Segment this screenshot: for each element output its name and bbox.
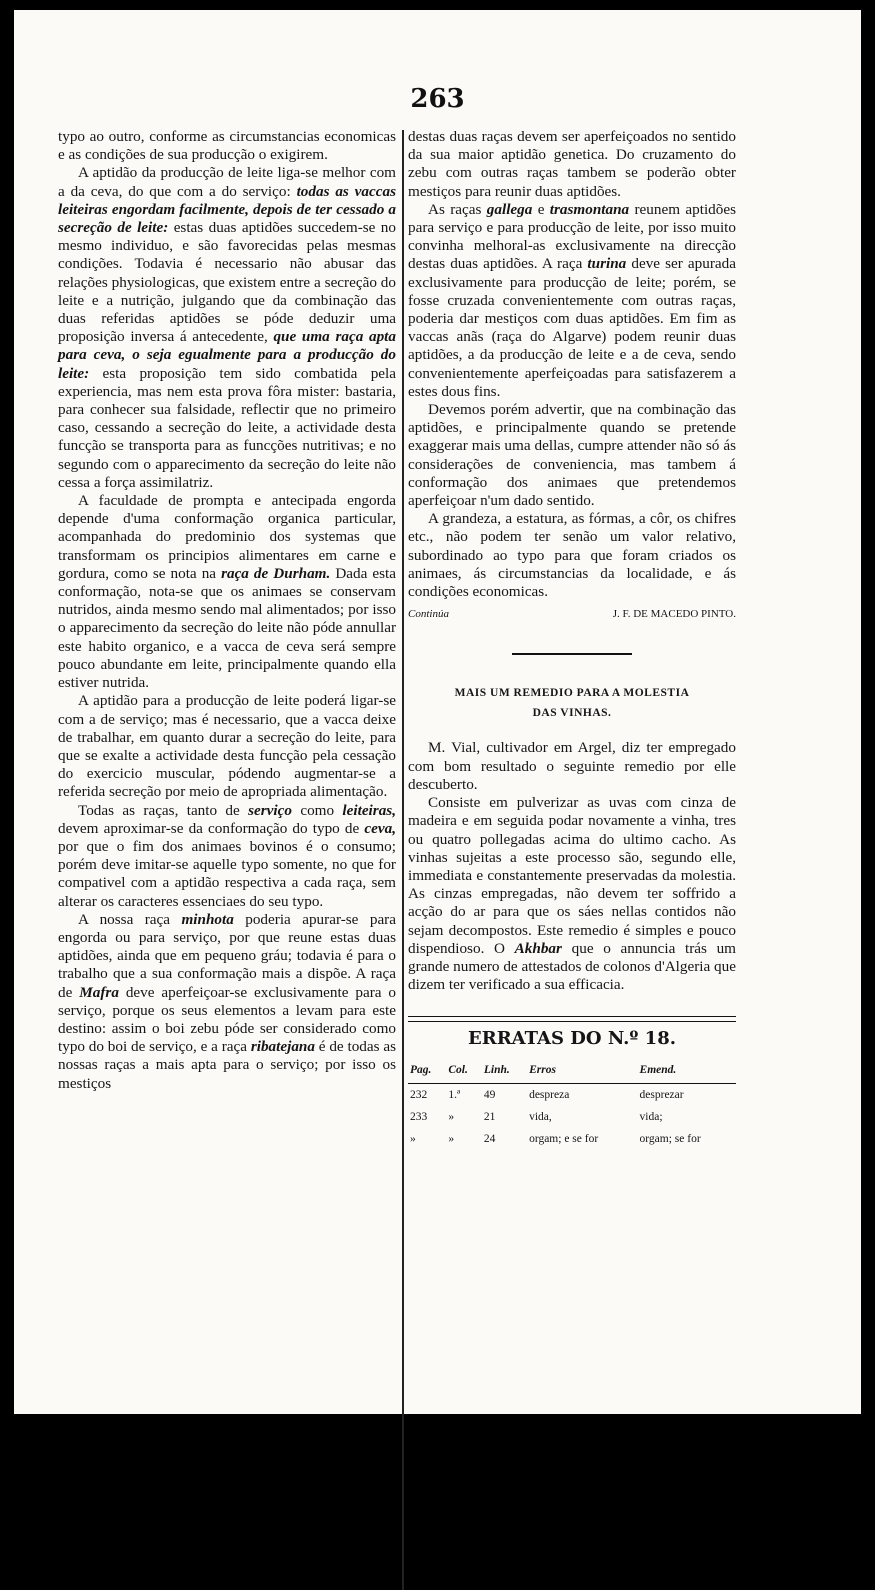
table-row: 233 » 21 vida, vida; bbox=[410, 1110, 663, 1123]
section-rule bbox=[512, 653, 632, 655]
erratas-header-row bbox=[408, 1059, 736, 1084]
erratas-title: ERRATAS DO N.º 18. bbox=[468, 1028, 676, 1050]
continua-label: Continúa bbox=[408, 608, 449, 621]
erratas-rule bbox=[408, 1016, 736, 1022]
left-paragraph-3: A faculdade de prompta e antecipada engorda depende d'uma conformação organica particular, acompanhada do predominio dos systemas que transformam os principios alimentares em carne e gordura, como se nota na raça de Durham. Dada esta conformação, nota-se que os animaes se conservam nutridos, ainda mesmo sendo mal alimentados; por isso o apparecimento da secreção do leite não póde annullar este habito organico, e a vacca de ceva será sempre pouco abundante em leite, principalmente quando ella estiver nutrida. bbox=[58, 492, 396, 692]
left-paragraph-1: typo ao outro, conforme as circumstancias economicas e as condições de sua producção o exigirem. bbox=[58, 128, 396, 164]
right-paragraph-6: Consiste em pulverizar as uvas com cinza de madeira e em seguida podar novamente a vinha, tres ou quatro pollegadas acima do ultimo cacho. As vinhas sujeitas a este processo são, segundo elle, immediata e constantemente preservadas da molestia. As cinzas empregadas, não devem ter soffrido a acção do ar para que os sáes nellas contidos não sejam decompostos. Este remedio é simples e pouco dispendioso. O Akhbar que o annuncia trás um grande numero de attestados de colonos d'Algeria que dizem ter verificado a sua efficacia. bbox=[408, 794, 736, 994]
left-column bbox=[58, 128, 396, 1093]
right-column bbox=[408, 128, 736, 1150]
left-paragraph-4: A aptidão para a producção de leite poderá ligar-se com a de serviço; mas é necessario, que a vacca deixe de trabalhar, em quanto durar a secreção do leite, para que se exalte a actividade desta funcção pela cessação do exercicio muscular, pódendo augmentar-se a referida secreção por meio de apropriada alimentação. bbox=[58, 692, 396, 801]
column-divider bbox=[402, 130, 404, 1590]
col-erros: Erros bbox=[527, 1059, 637, 1084]
table-row: 232 1.ª 49 despreza desprezar bbox=[410, 1088, 684, 1101]
col-emend: Emend. bbox=[638, 1059, 736, 1084]
right-paragraph-3: Devemos porém advertir, que na combinação das aptidões, e principalmente quando se pretende exaggerar mais uma dellas, cumpre attender não só ás considerações de conveniencia, mas tambem á conformação dos animaes que pretendemos aperfeiçoar n'um dado sentido. bbox=[408, 401, 736, 510]
col-linh: Linh. bbox=[482, 1059, 527, 1084]
col-pag: Pag. bbox=[408, 1059, 446, 1084]
right-paragraph-4: A grandeza, a estatura, as fórmas, a côr, os chifres etc., não podem ter senão um valor relativo, subordinado ao typo para que foram criados os animaes, ás circumstancias da localidade, e ás condições economicas. bbox=[408, 510, 736, 601]
left-paragraph-6: A nossa raça minhota poderia apurar-se para engorda ou para serviço, por que reune estas duas aptidões, ainda que em pequeno gráu; todavia é para o trabalho que a sua conformação mais a dispõe. A raça de Mafra deve aperfeiçoar-se exclusivamente para o serviço, porque os seus elementos a levam para este destino: assim o boi zebu póde ser considerado como typo do boi de serviço, e a raça ribatejana é de todas as nossas raças a mais apta para o serviço; por isso os mestiços bbox=[58, 910, 396, 1092]
page-number: 263 bbox=[410, 84, 465, 114]
col-col: Col. bbox=[446, 1059, 482, 1084]
right-paragraph-2: As raças gallega e trasmontana reunem aptidões para serviço e para producção de leite, por isso muito convinha melhoral-as exclusivamente na direcção destas duas aptidões. A raça turina deve ser apurada exclusivamente para producção de leite; porém, se fosse cruzada convenientemente com outras raças, poderia dar mestiços com duas aptidões. Em fim as vaccas anãs (raça do Algarve) podem reunir duas aptidões, a da producção de leite e a de ceva, sendo convenientemente aperfeiçoadas para satisfazerem a estes dous fins. bbox=[408, 200, 736, 400]
signature-line bbox=[408, 605, 736, 623]
page bbox=[14, 10, 861, 1414]
erratas-table bbox=[408, 1059, 736, 1151]
table-row: » » 24 orgam; e se for orgam; se for bbox=[410, 1133, 701, 1146]
right-paragraph-1: destas duas raças devem ser aperfeiçoados no sentido da sua maior aptidão genetica. Do cruzamento do zebu com outras raças tambem se poderão obter mestiços para reunir duas aptidões. bbox=[408, 128, 736, 200]
left-paragraph-2: A aptidão da producção de leite liga-se melhor com a da ceva, do que com a do serviço: todas as vaccas leiteiras engordam facilmente, depois de ter cessado a secreção de leite: estas duas aptidões succedem-se no mesmo individuo, e são favorecidas pelas mesmas condições. Todavia é necessario não abusar das relações physiologicas, que existem entre a secreção do leite e a nutrição, julgando que da combinação das duas referidas aptidões se póde deduzir uma proposição inversa á antecedente, que uma raça apta para ceva, o seja egualmente para a producção do leite: esta proposição tem sido combatida pela experiencia, mas nem esta prova fôra mister: bastaria, para conhecer sua falsidade, reflectir que no primeiro caso, cessando a secreção do leite, a actividade desta funcção se transporta para as funcções nutritivas; e no segundo com o apparecimento da secreção do leite não cessa a força assimilatriz. bbox=[58, 164, 396, 491]
left-paragraph-5: Todas as raças, tanto de serviço como leiteiras, devem aproximar-se da conformação do typo de ceva, por que o fim dos animaes bovinos é o consumo; porém deve imitar-se aquelle typo somente, no que for compativel com a aptidão respectiva a cada raça, sem alterar os caracteres essenciaes do seu typo. bbox=[58, 801, 396, 910]
article-heading: MAIS UM REMEDIO PARA A MOLESTIA DAS VINHAS. bbox=[454, 687, 690, 720]
right-paragraph-5: M. Vial, cultivador em Argel, diz ter empregado com bom resultado o seguinte remedio por elle descuberto. bbox=[408, 739, 736, 793]
author-signature: J. F. DE MACEDO PINTO. bbox=[612, 608, 736, 621]
